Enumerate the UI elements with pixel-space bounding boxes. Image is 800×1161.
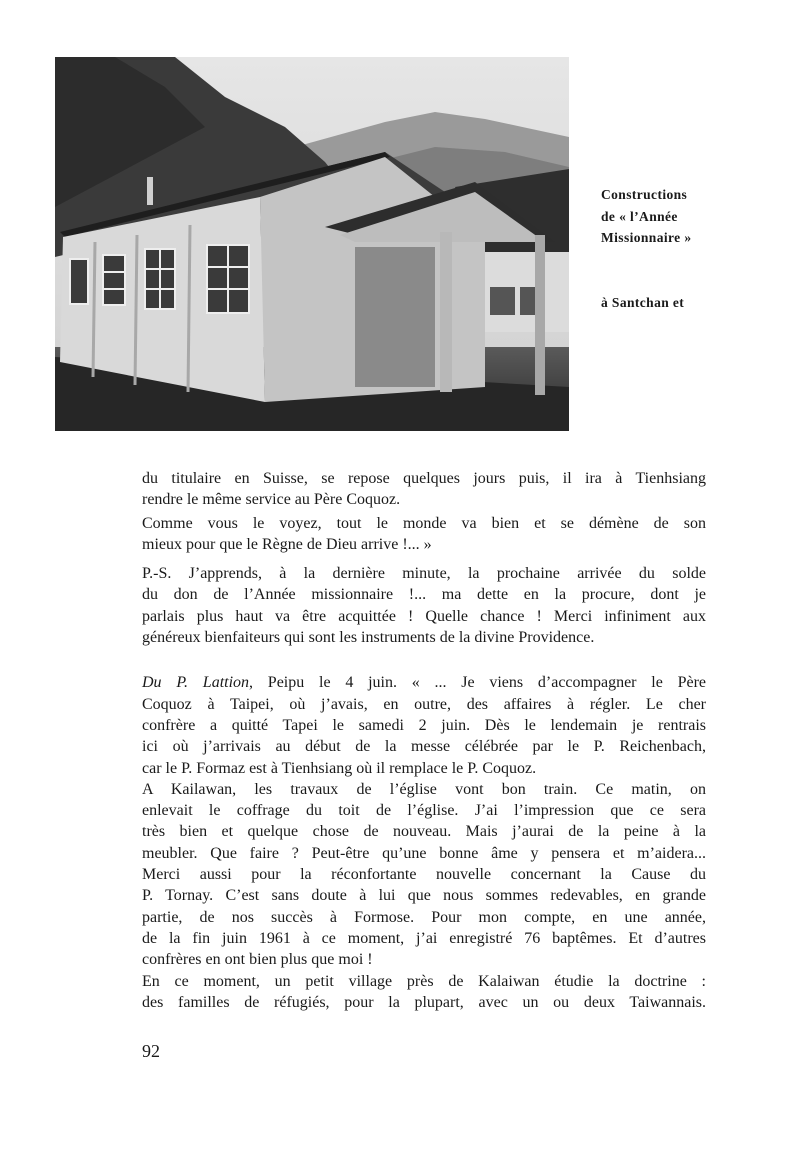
text-line: du don de l’Année missionnaire !... ma dette en la procure, dont je (142, 586, 706, 604)
text-line: En ce moment, un petit village près de Kalaiwan étudie la doctrine : (142, 972, 706, 990)
text-line: très bien et quelque chose de nouveau. Mais j’aurai de la peine à la (142, 823, 706, 841)
caption-line: Missionnaire » (601, 230, 692, 245)
caption-spacer (601, 249, 716, 292)
letter-lattion (142, 672, 706, 1013)
text-line: parlais plus haut va être acquittée ! Quelle chance ! Merci infiniment aux (142, 607, 706, 625)
text-line: car le P. Formaz est à Tienhsiang où il remplace le P. Coquoz. (142, 759, 537, 777)
photo-caption (601, 184, 716, 313)
caption-line: Constructions (601, 187, 688, 202)
text-line: de la fin juin 1961 à ce moment, j’ai enregistré 76 baptêmes. Et d’autres (142, 929, 706, 947)
letter-author: Du P. Lattion (142, 674, 250, 692)
text-line: Coquoz à Taipei, où j’avais, en outre, des affaires à régler. Le cher (142, 695, 706, 713)
text-line: P.-S. J’apprends, à la dernière minute, la prochaine arrivée du solde (142, 565, 706, 583)
text-line: ici où j’arrivais au début de la messe célébrée par le P. Reichenbach, (142, 738, 706, 756)
paragraph-closing (142, 513, 706, 556)
postscript (142, 563, 706, 648)
text-line: rendre le même service au Père Coquoz. (142, 491, 401, 509)
text-line: mieux pour que le Règne de Dieu arrive !... » (142, 535, 432, 553)
text-line (142, 672, 706, 693)
caption-line: à Santchan et (601, 294, 685, 310)
text-line: P. Tornay. C’est sans doute à lui que nous sommes redevables, en grande (142, 887, 706, 905)
text-line: confrères en ont bien plus que moi ! (142, 951, 373, 969)
text-line: enlevait le coffrage du toit de l’église. J’ai l’impression que ce sera (142, 802, 706, 820)
mission-building-photo (55, 57, 569, 431)
text-line: Merci aussi pour la réconfortante nouvelle concernant la Cause du (142, 866, 706, 884)
text-line: A Kailawan, les travaux de l’église vont bon train. Ce matin, on (142, 780, 706, 798)
paragraph-continuation (142, 468, 706, 511)
text-line: Comme vous le voyez, tout le monde va bien et se démène de son (142, 514, 706, 532)
text-line: généreux bienfaiteurs qui sont les instruments de la divine Providence. (142, 629, 595, 647)
text-line: des familles de réfugiés, pour la plupart, avec un ou deux Taiwannais. (142, 993, 706, 1011)
body-text (142, 468, 706, 1013)
page-number: 92 (142, 1041, 160, 1061)
letter-first-line: , Peipu le 4 juin. « ... Je viens d’accompagner le Père (249, 674, 706, 692)
text-line: du titulaire en Suisse, se repose quelques jours puis, il ira à Tienhsiang (142, 470, 706, 487)
text-line: meubler. Que faire ? Peut-être qu’une bonne âme y pensera et m’aidera... (142, 844, 706, 862)
text-line: confrère a quitté Tapei le samedi 2 juin. Dès le lendemain je rentrais (142, 716, 706, 734)
caption-line: de « l’Année (601, 208, 678, 224)
text-line: partie, de nos succès à Formose. Pour mon compte, en une année, (142, 908, 706, 926)
